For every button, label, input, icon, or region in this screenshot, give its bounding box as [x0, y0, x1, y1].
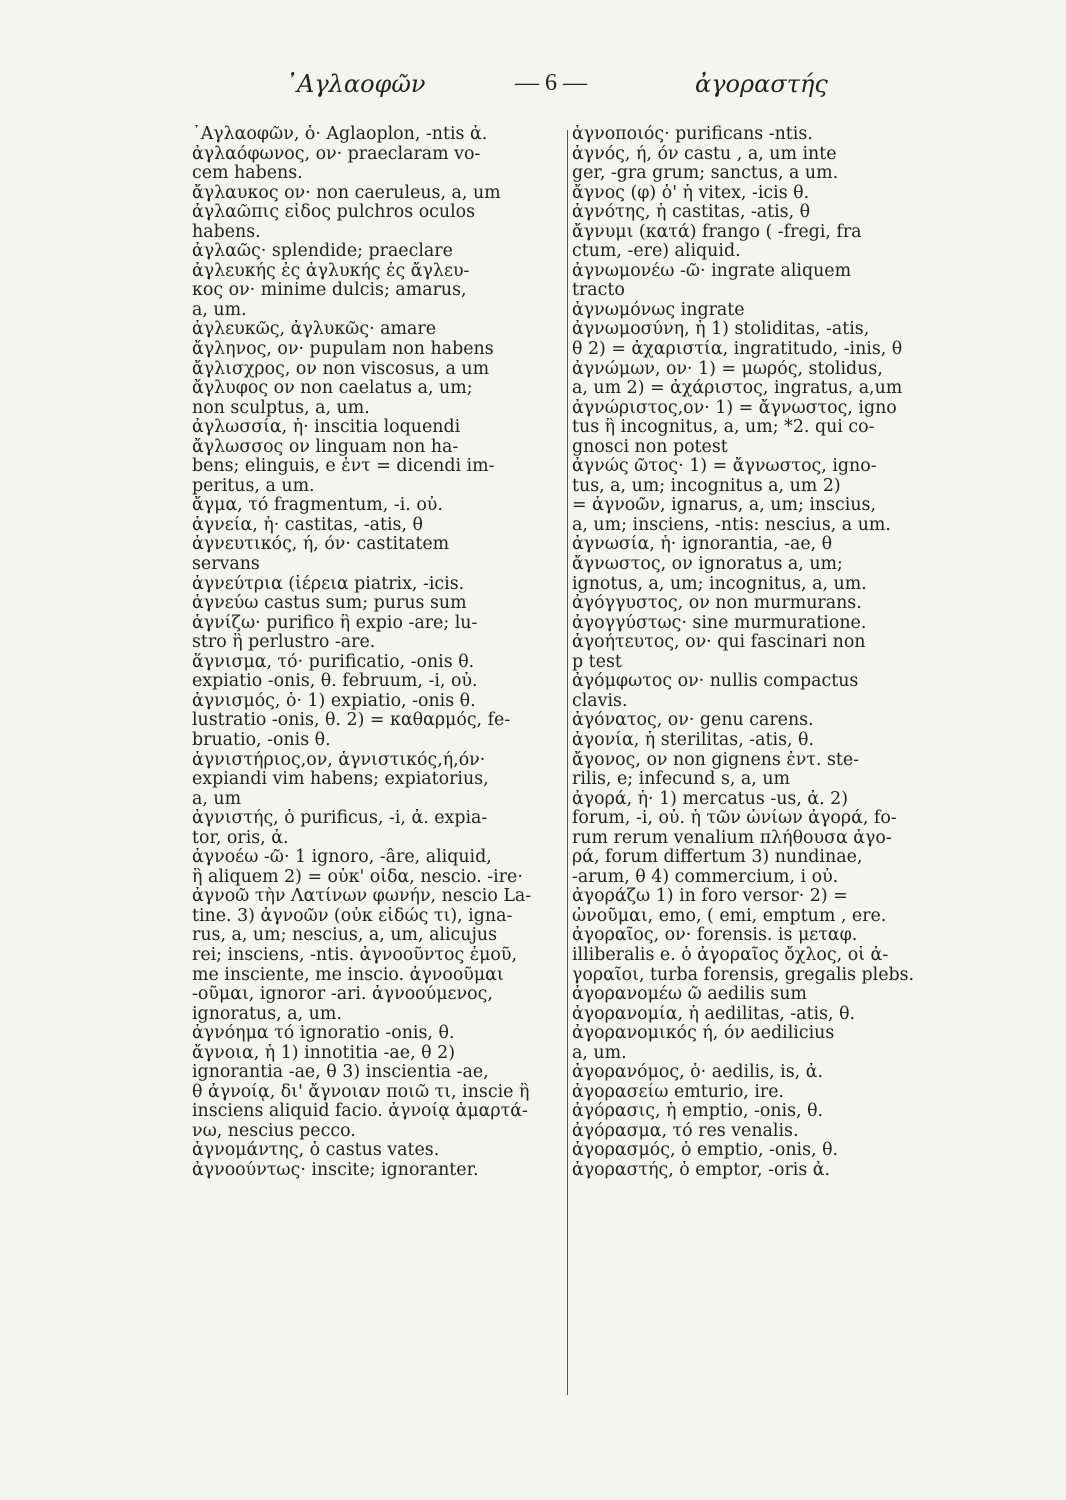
entry-line: ἀγνωμονέω -ῶ· ingrate aliquem	[572, 261, 852, 281]
entry-line: peritus, a um.	[192, 476, 315, 496]
entry-line: ignoratus, a, um.	[192, 1004, 342, 1024]
entry-line: ἄγνοια, ἡ 1) innotitia -ae, θ 2)	[192, 1043, 455, 1063]
right-column	[572, 125, 956, 1181]
entry-line: forum, -i, οὐ. ἡ τῶν ὠνίων ἀγορά, fo-	[572, 809, 897, 829]
entry-line: -arum, θ 4) commercium, i οὐ.	[572, 867, 839, 887]
entry-line: ρά, forum differtum 3) nundinae,	[572, 848, 863, 868]
entry-line: insciens aliquid facio. ἀγνοίᾳ ἁμαρτά-	[192, 1102, 528, 1122]
entry-line: bruatio, -onis θ.	[192, 730, 331, 750]
entry-line: ἀγνοούντως· inscite; ignoranter.	[192, 1160, 479, 1180]
entry-line: θ ἀγνοίᾳ, δι' ἄγνοιαν ποιῶ τι, inscie ἢ	[192, 1082, 530, 1102]
entry-line: ἁγνίζω· purifico ἢ expio -are; lu-	[192, 613, 478, 633]
entry-line: ἄγληνος, ον· pupulam non habens	[192, 340, 494, 360]
entry-line: ἄγλισχρος, ον non viscosus, a um	[192, 359, 490, 379]
entry-line: = ἀγνοῶν, ignarus, a, um; inscius,	[572, 496, 876, 516]
entry-line: ignorantia -ae, θ 3) inscientia -ae,	[192, 1063, 489, 1083]
entry-line: ignotus, a, um; incognitus, a, um.	[572, 574, 867, 594]
entry-line: ἀγόγγυστος, ον non murmurans.	[572, 594, 862, 614]
entry-line: rei; insciens, -ntis. ἀγνοοῦντος ἐμοῦ,	[192, 945, 517, 965]
entry-line: ἀγονία, ἡ sterilitas, -atis, θ.	[572, 730, 815, 750]
entry-line: ἀγνώμων, ον· 1) = μωρός, stolidus,	[572, 359, 883, 379]
entry-line: illiberalis e. ὁ ἀγοραῖος ὄχλος, οἱ ἀ-	[572, 945, 889, 965]
entry-line: κος ον· minime dulcis; amarus,	[192, 281, 467, 301]
entry-line: ἀγλαῶπις εἶδος pulchros oculos	[192, 203, 476, 223]
entry-line: a, um.	[192, 300, 247, 320]
entry-line: ἀγορασμός, ὁ emptio, -onis, θ.	[572, 1141, 839, 1161]
entry-line: non sculptus, a, um.	[192, 398, 370, 418]
column-divider	[567, 130, 568, 1395]
entry-line: gnosci non potest	[572, 437, 728, 457]
entry-line: ἀγόρασμα, τό res venalis.	[572, 1121, 799, 1141]
page-header	[0, 70, 1066, 110]
entry-line: tine. 3) ἀγνοῶν (οὐκ εἰδώς τι), igna-	[192, 906, 513, 926]
entry-line: a, um 2) = ἀχάριστος, ingratus, a,um	[572, 379, 903, 399]
entry-line: a, um	[192, 789, 242, 809]
entry-line: ἁγνιστήριος,ον, ἁγνιστικός,ή,όν·	[192, 750, 486, 770]
entry-line: ἅγνισμα, τό· purificatio, -onis θ.	[192, 652, 475, 672]
entry-line: tus ἢ incognitus, a, um; *2. qui co-	[572, 418, 875, 438]
entry-line: ἀγορανομικός ή, όν aedilicius	[572, 1024, 835, 1044]
entry-line: rus, a, um; nescius, a, um, alicujus	[192, 926, 498, 946]
entry-line: ἀγοράζω 1) in foro versor· 2) =	[572, 887, 848, 907]
entry-line: me insciente, me inscio. ἀγνοοῦμαι	[192, 965, 504, 985]
entry-line: ἁγνεύω castus sum; purus sum	[192, 594, 467, 614]
entry-line: p test	[572, 652, 622, 672]
left-column	[192, 125, 565, 1181]
entry-line: ἀγλαῶς· splendide; praeclare	[192, 242, 453, 262]
entry-line: a, um; insciens, -ntis: nescius, a um.	[572, 515, 891, 535]
entry-line: ἀγοήτευτος, ον· qui fascinari non	[572, 633, 866, 653]
entry-line: ἄγνυμι (κατά) frango ( -fregi, fra	[572, 222, 862, 242]
entry-line: ἀγοραστής, ὁ emptor, -oris ἀ.	[572, 1160, 831, 1180]
entry-line: ἀγνόημα τό ignoratio -onis, θ.	[192, 1024, 455, 1044]
entry-line: ἀγνώς ῶτος· 1) = ἄγνωστος, igno-	[572, 457, 877, 477]
entry-line: ἀγνωμόνως ingrate	[572, 300, 745, 320]
entry-line: ἀγνωσία, ἡ· ignorantia, -ae, θ	[572, 535, 833, 555]
entry-line: ἀγόνατος, ον· genu carens.	[572, 711, 814, 731]
entry-line: ἀγόμφωτος ον· nullis compactus	[572, 672, 859, 692]
entry-line: tracto	[572, 281, 625, 301]
entry-line: ἀγορανομέω ῶ aedilis sum	[572, 985, 807, 1005]
entry-line: ἀγόρασις, ἡ emptio, -onis, θ.	[572, 1102, 824, 1122]
entry-line: ger, -gra grum; sanctus, a um.	[572, 164, 839, 184]
entry-line: tor, oris, ἀ.	[192, 828, 289, 848]
entry-line: ᾿Αγλαοφῶν, ὁ· Aglaoplon, -ntis ἀ.	[192, 125, 488, 144]
entry-line: ἁγνοποιός· purificans -ntis.	[572, 125, 813, 144]
entry-line: ἀγλαόφωνος, ον· praeclaram vo-	[192, 144, 481, 164]
entry-line: ἄγνος (φ) ὁ' ἡ vitex, -icis θ.	[572, 183, 810, 203]
entry-line: tus, a, um; incognitus a, um 2)	[572, 476, 841, 496]
entry-line: ἄγνωστος, ον ignoratus a, um;	[572, 555, 843, 575]
entry-line: lustratio -onis, θ. 2) = καθαρμός, fe-	[192, 711, 511, 731]
header-left-guide-word: ᾿Αγλαοφῶν	[285, 70, 426, 98]
entry-line: ἁγνισμός, ὁ· 1) expiatio, -onis θ.	[192, 691, 476, 711]
entry-line: ἀγλευκῶς, ἀγλυκῶς· amare	[192, 320, 436, 340]
entry-line: ἁγνός, ή, όν castu , a, um inte	[572, 144, 837, 164]
entry-line: ἁγνιστής, ὁ purificus, -i, ἀ. expia-	[192, 809, 488, 829]
entry-line: cem habens.	[192, 164, 303, 184]
entry-line: ἄγλυφος ον non caelatus a, um;	[192, 379, 473, 399]
entry-line: stro ἢ perlustro -are.	[192, 633, 376, 653]
entry-line: νω, nescius pecco.	[192, 1121, 356, 1141]
entry-line: ἀγνοῶ τὴν Λατίνων φωνήν, nescio La-	[192, 887, 532, 907]
entry-line: ctum, -ere) aliquid.	[572, 242, 741, 262]
entry-line: ἀγνωμοσύνη, ἡ 1) stoliditas, -atis,	[572, 320, 870, 340]
entry-line: θ 2) = ἀχαριστία, ingratitudo, -inis, θ	[572, 340, 903, 360]
entry-line: ἁγνομάντης, ὁ castus vates.	[192, 1141, 440, 1161]
entry-line: rilis, e; infecund s, a, um	[572, 770, 791, 790]
page-number: — 6 —	[515, 70, 587, 96]
entry-line: ἁγνεύτρια (ἱέρεια piatrix, -icis.	[192, 574, 465, 594]
entry-line: ἄγλαυκος ον· non caeruleus, a, um	[192, 183, 501, 203]
entry-line: rum rerum venalium πλήθουσα ἀγο-	[572, 828, 892, 848]
entry-line: ἀγοραῖος, ον· forensis. is μεταφ.	[572, 926, 858, 946]
entry-line: ἄγλωσσος ον linguam non ha-	[192, 437, 459, 457]
entry-line: ἀγορανόμος, ὁ· aedilis, is, ἀ.	[572, 1063, 823, 1083]
entry-line: ἁγνευτικός, ή, όν· castitatem	[192, 535, 450, 555]
entry-line: ἁγνεία, ἡ· castitas, -atis, θ	[192, 515, 423, 535]
entry-line: ἢ aliquem 2) = οὐκ' οἶδα, nescio. -ire·	[192, 867, 523, 887]
entry-line: ἀγορανομία, ἡ aedilitas, -atis, θ.	[572, 1004, 856, 1024]
entry-line: ἀγνοέω -ῶ· 1 ignoro, -âre, aliquid,	[192, 848, 492, 868]
entry-line: ἀγλευκής ἐς ἀγλυκής ἐς ἄγλευ-	[192, 261, 470, 281]
entry-line: -οῦμαι, ignoror -ari. ἀγνοούμενος,	[192, 985, 493, 1005]
entry-line: servans	[192, 555, 260, 575]
entry-line: ἀγνώριστος,ον· 1) = ἄγνωστος, igno	[572, 398, 897, 418]
entry-line: ἀγορά, ἡ· 1) mercatus -us, ἀ. 2)	[572, 789, 849, 809]
entry-line: expiandi vim habens; expiatorius,	[192, 770, 489, 790]
entry-line: ἁγνότης, ἡ castitas, -atis, θ	[572, 203, 811, 223]
entry-line: habens.	[192, 222, 261, 242]
entry-line: a, um.	[572, 1043, 627, 1063]
entry-line: clavis.	[572, 691, 628, 711]
entry-line: ἀγογγύστως· sine murmuratione.	[572, 613, 867, 633]
entry-line: ἄγονος, ον non gignens ἐντ. ste-	[572, 750, 860, 770]
entry-line: bens; elinguis, e ἐντ = dicendi im-	[192, 457, 495, 477]
entry-line: ἀγορασείω emturio, ire.	[572, 1082, 785, 1102]
entry-line: expiatio -onis, θ. februum, -i, οὐ.	[192, 672, 478, 692]
entry-line: ὠνοῦμαι, emo, ( emi, emptum , ere.	[572, 906, 887, 926]
entry-line: γοραῖοι, turba forensis, gregalis plebs.	[572, 965, 915, 985]
entry-line: ἀγλωσσία, ἡ· inscitia loquendi	[192, 418, 461, 438]
header-right-guide-word: ἀγοραστής	[695, 70, 828, 98]
entry-line: ἄγμα, τό fragmentum, -i. οὐ.	[192, 496, 443, 516]
